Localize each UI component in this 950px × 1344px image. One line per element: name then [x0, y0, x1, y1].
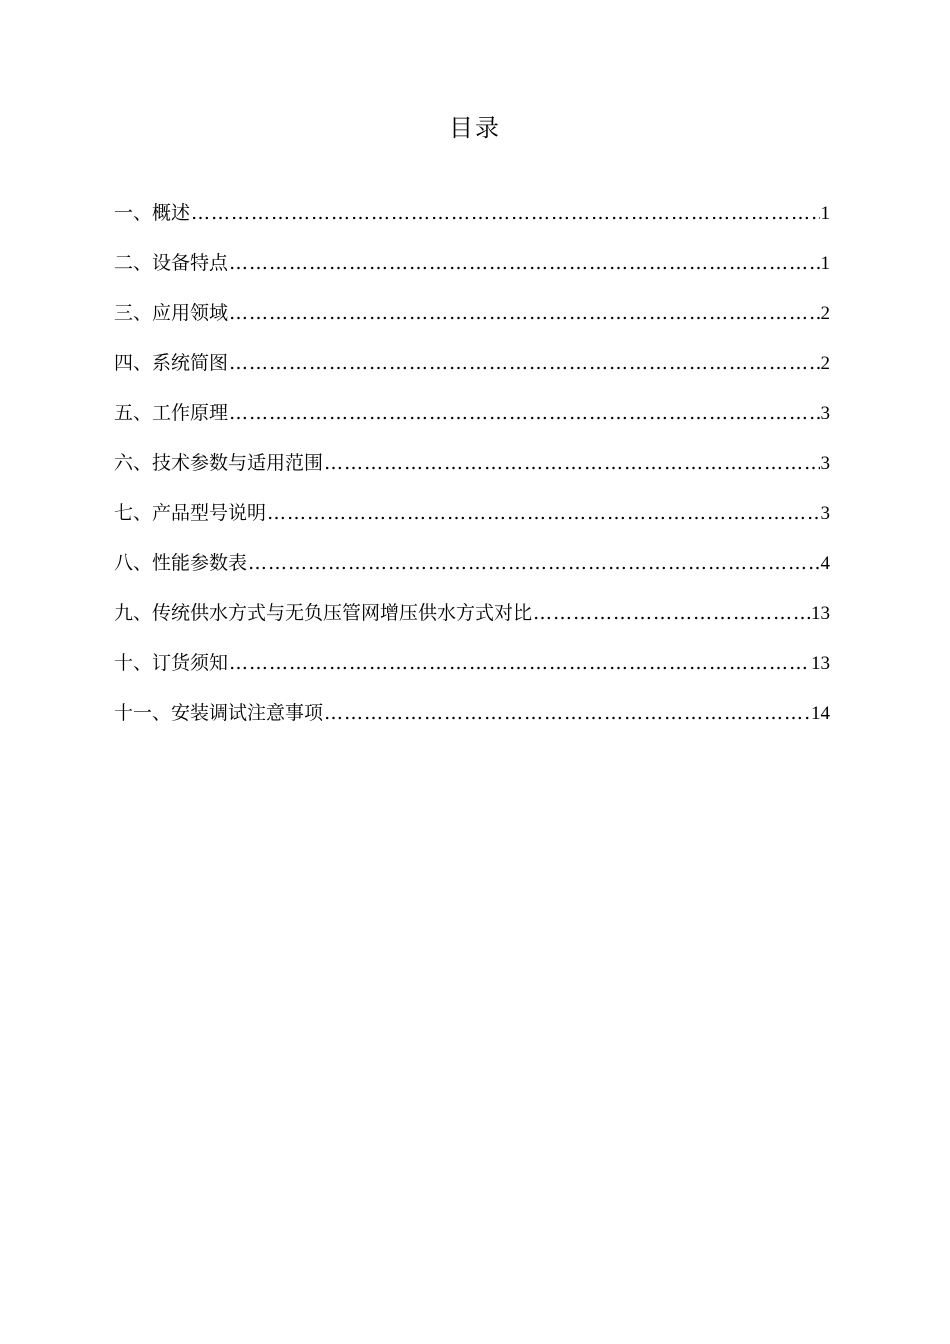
toc-entry-label: 十、订货须知 — [114, 652, 229, 674]
toc-entry-label: 六、技术参数与适用范围 — [114, 452, 324, 474]
toc-entry-label: 三、应用领域 — [114, 302, 229, 324]
toc-entry — [114, 548, 830, 598]
toc-entry-page: 14 — [811, 703, 830, 724]
toc-entry-label: 五、工作原理 — [114, 402, 229, 424]
toc-dot-leader — [324, 698, 810, 728]
toc-entry-page: 1 — [820, 203, 830, 224]
toc-entry-label: 一、概述 — [114, 202, 191, 224]
toc-dot-leader — [533, 598, 810, 628]
table-of-contents — [114, 198, 830, 748]
toc-title: 目录 — [449, 114, 501, 142]
toc-entry-label: 四、系统简图 — [114, 352, 229, 374]
toc-dot-leader — [248, 548, 819, 578]
toc-entry-page: 4 — [820, 553, 830, 574]
toc-dot-leader — [229, 648, 810, 678]
toc-entry — [114, 348, 830, 398]
toc-entry-label: 八、性能参数表 — [114, 552, 248, 574]
toc-entry — [114, 398, 830, 448]
toc-dot-leader — [229, 398, 819, 428]
toc-dot-leader — [229, 298, 819, 328]
toc-dot-leader — [267, 498, 819, 528]
toc-entry-page: 3 — [820, 453, 830, 474]
toc-entry — [114, 298, 830, 348]
toc-dot-leader — [229, 248, 819, 278]
toc-dot-leader — [229, 348, 819, 378]
toc-entry — [114, 448, 830, 498]
toc-entry — [114, 498, 830, 548]
toc-entry-page: 13 — [811, 653, 830, 674]
toc-entry-page: 3 — [820, 503, 830, 524]
toc-entry-label: 十一、安装调试注意事项 — [114, 702, 324, 724]
toc-entry-page: 1 — [820, 253, 830, 274]
toc-entry — [114, 248, 830, 298]
toc-entry — [114, 648, 830, 698]
toc-entry-label: 二、设备特点 — [114, 252, 229, 274]
toc-entry-page: 2 — [820, 353, 830, 374]
toc-entry — [114, 198, 830, 248]
toc-entry-page: 2 — [820, 303, 830, 324]
toc-dot-leader — [191, 198, 819, 228]
toc-entry-page: 3 — [820, 403, 830, 424]
toc-entry — [114, 698, 830, 748]
toc-entry-label: 九、传统供水方式与无负压管网增压供水方式对比 — [114, 602, 533, 624]
toc-entry — [114, 598, 830, 648]
toc-entry-label: 七、产品型号说明 — [114, 502, 267, 524]
toc-dot-leader — [324, 448, 819, 478]
toc-entry-page: 13 — [811, 603, 830, 624]
